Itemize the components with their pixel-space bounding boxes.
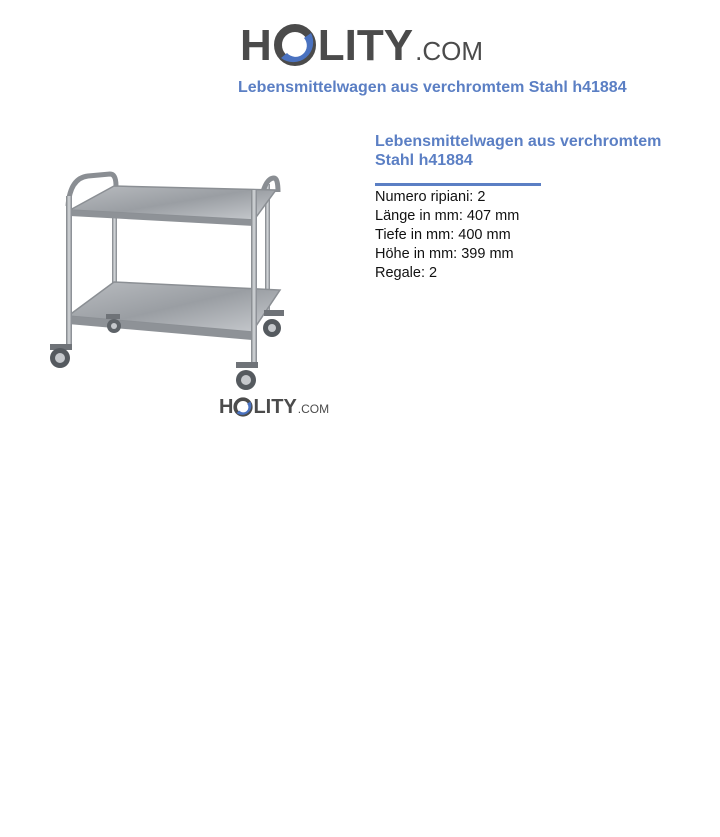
logo-letter-h: H [240,21,272,70]
spec-label: Tiefe in mm [375,227,451,243]
spec-value: 399 mm [461,246,514,262]
spec-label: Länge in mm [375,208,459,224]
trolley-illustration [40,166,340,426]
product-info-panel [375,132,695,283]
spec-value: 407 mm [466,208,520,224]
site-logo[interactable] [240,12,483,68]
spec-item: Höhe in mm: 399 mm [375,246,514,262]
watermark-letters-lity: LITY [253,396,297,418]
watermark-ring-icon [232,396,254,418]
watermark-letter-h: H [219,396,234,418]
product-title: Lebensmittelwagen aus verchromtem Stahl h41884 [375,133,662,169]
spec-value: 2 [429,265,438,281]
logo-dotcom: .COM [415,36,483,66]
product-image [40,166,340,426]
spec-value: 2 [477,189,486,205]
page-title: Lebensmittelwagen aus verchromtem Stahl h41884 [238,79,627,96]
spec-list [375,188,695,283]
spec-item: Länge in mm: 407 mm [375,208,520,224]
spec-item: Tiefe in mm: 400 mm [375,227,511,243]
spec-item: Numero ripiani: 2 [375,189,486,205]
logo-ring-icon [271,21,319,69]
spec-value: 400 mm [458,227,511,243]
spec-label: Höhe in mm [375,246,454,262]
logo-letters-lity: LITY [317,21,414,70]
spec-item: Regale: 2 [375,265,438,281]
spec-label: Regale [375,265,421,281]
image-watermark-logo [219,395,329,417]
spec-label: Numero ripiani [375,189,470,205]
title-divider [375,183,541,186]
watermark-dotcom: .COM [297,402,330,416]
